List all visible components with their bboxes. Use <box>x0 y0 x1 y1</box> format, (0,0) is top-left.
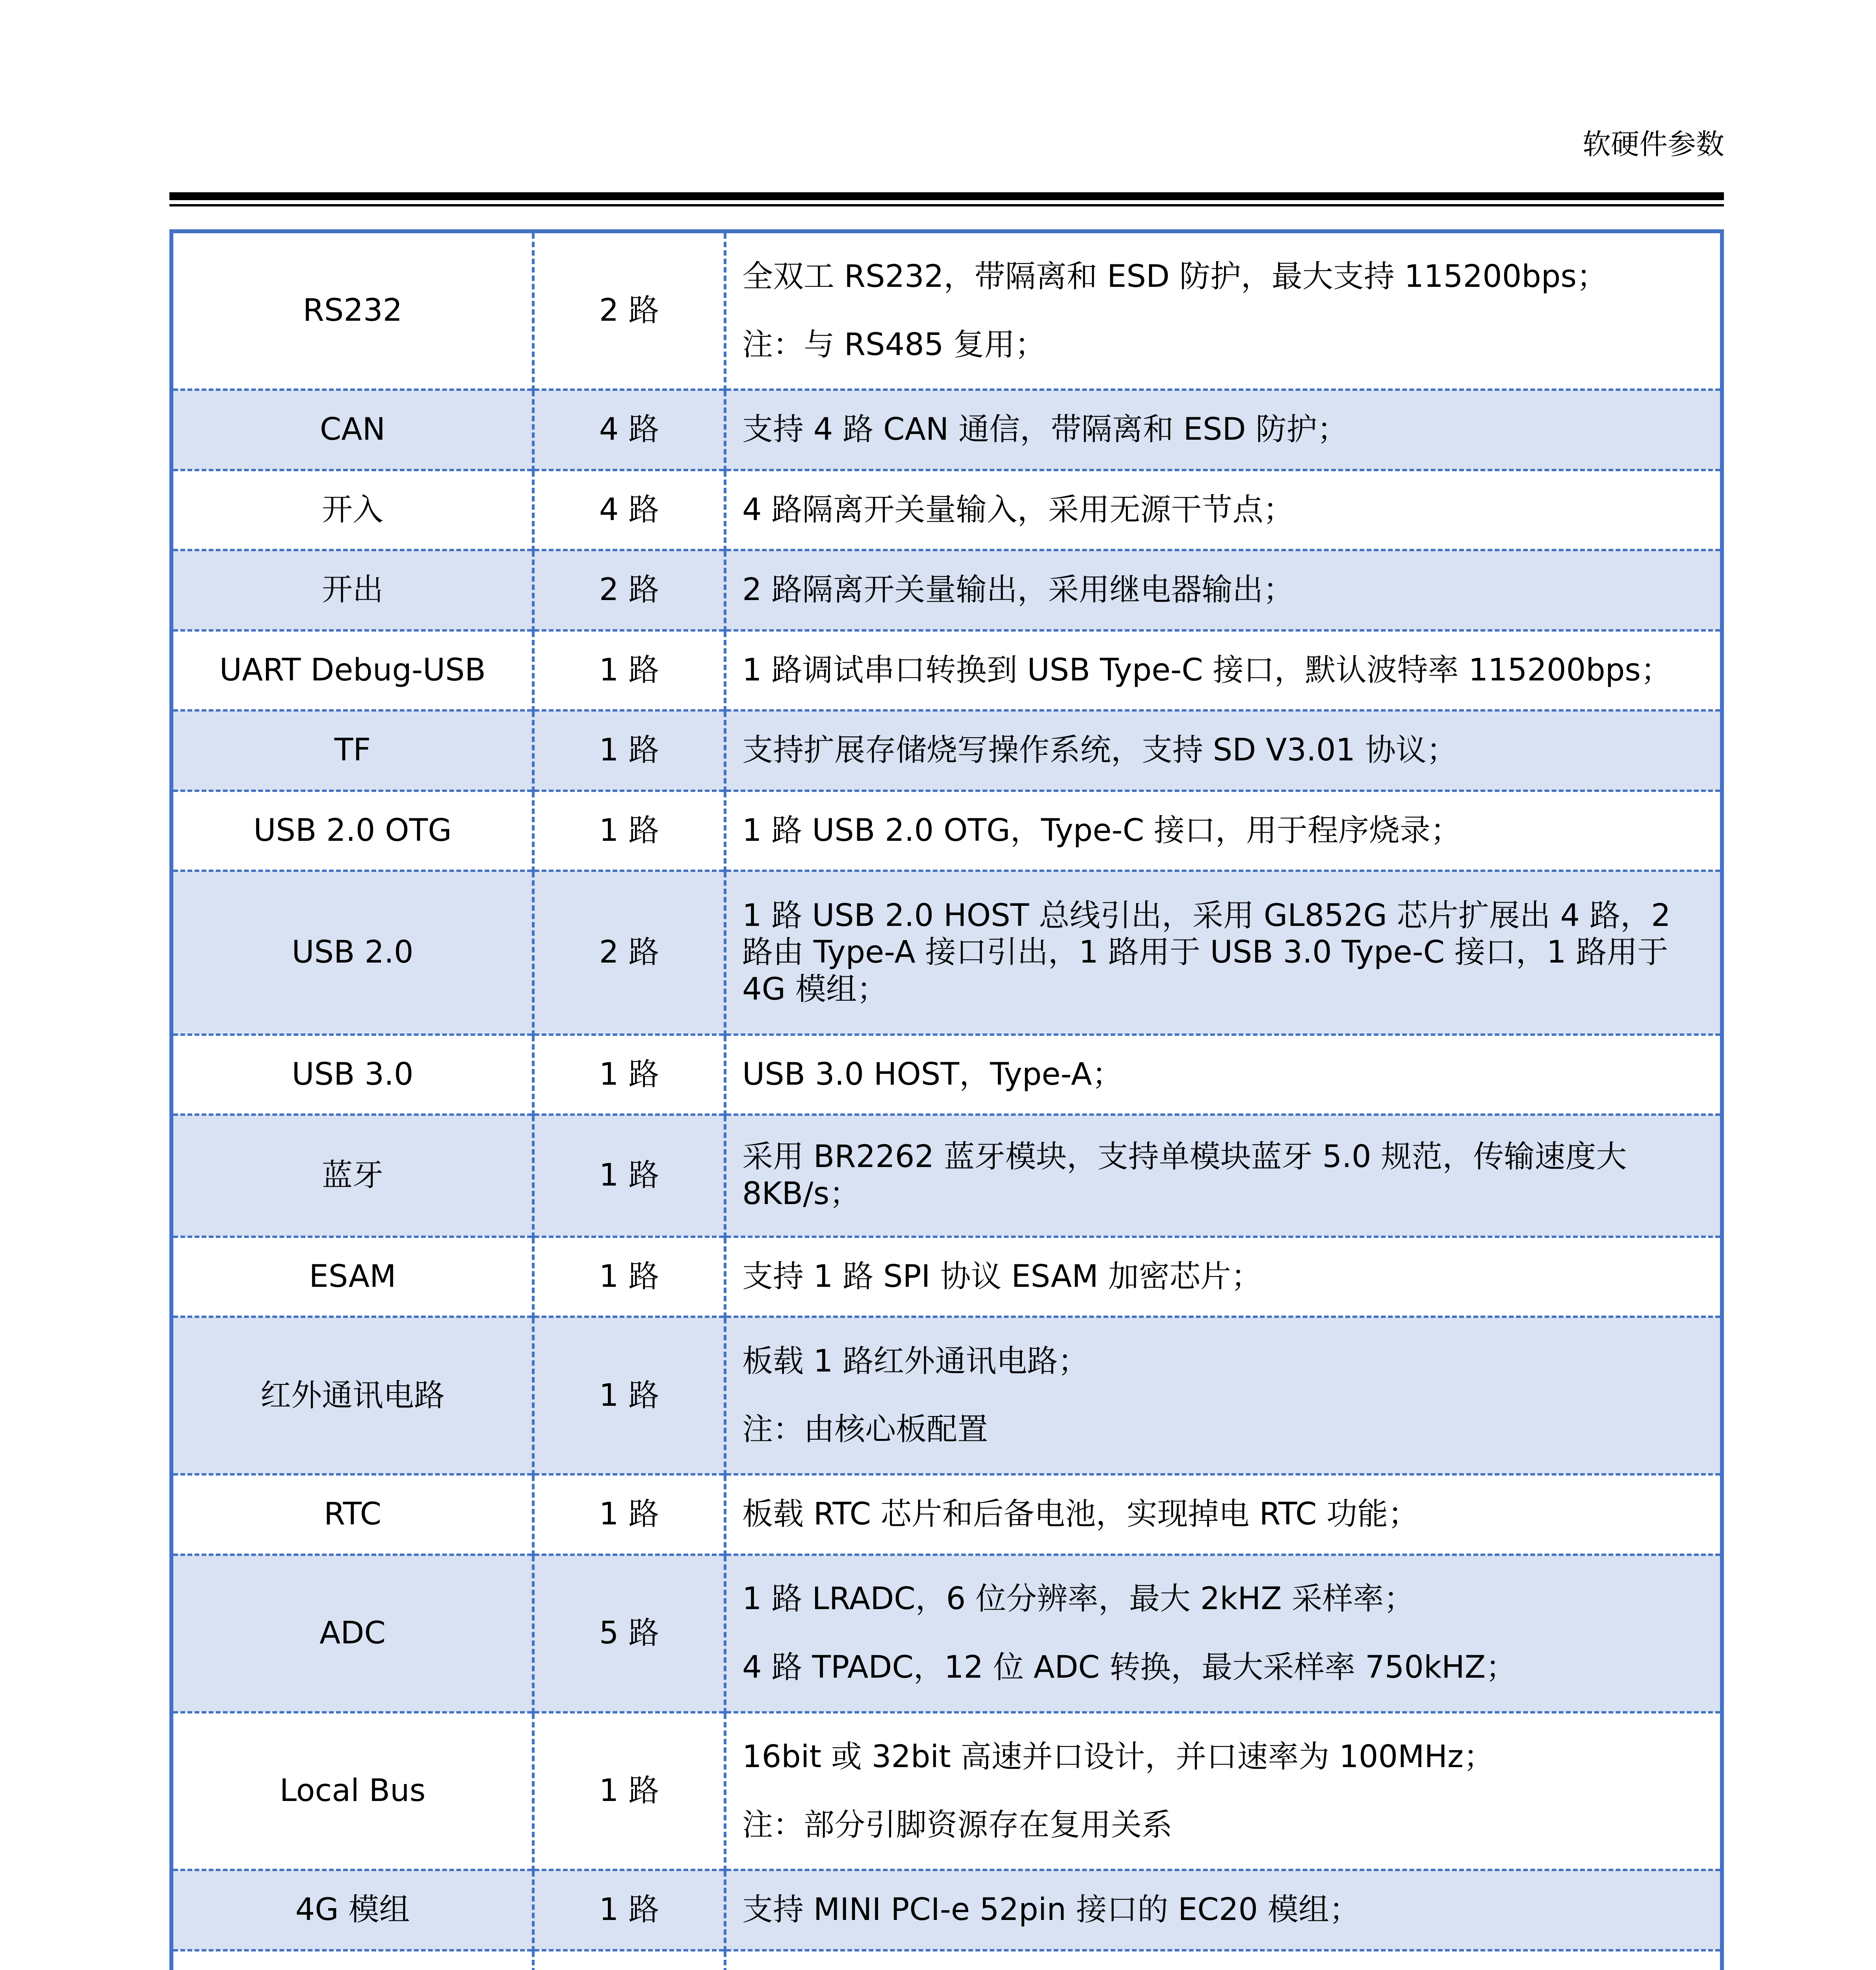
table-row <box>171 1712 1722 1870</box>
interface-count-cell: 1 路 <box>533 1712 725 1870</box>
interface-description-cell <box>725 1950 1722 1970</box>
table-row <box>171 1237 1722 1317</box>
description-line: 4 路隔离开关量输入，采用无源干节点； <box>742 492 1294 528</box>
interface-description-cell <box>725 1474 1722 1554</box>
description-line: 2 路隔离开关量输出，采用继电器输出； <box>742 572 1294 608</box>
description-line: 1 路 USB 2.0 OTG，Type-C 接口，用于程序烧录； <box>742 812 1462 848</box>
description-line: 1 路 LRADC，6 位分辨率，最大 2kHZ 采样率； <box>742 1581 1415 1617</box>
interface-name-cell: ADC <box>171 1555 533 1712</box>
description-line: 1 路 USB 2.0 HOST 总线引出，采用 GL852G 芯片扩展出 4 路，2 路由 Type-A 接口引出，1 路用于 USB 3.0 Type-C 接口，1 路用于 4G 模组； <box>742 898 1671 1007</box>
interface-description-cell <box>725 231 1722 390</box>
description-line: 支持 MINI PCI-e 52pin 接口的 EC20 模组； <box>742 1892 1360 1928</box>
interface-count-cell: 1 路 <box>533 1035 725 1115</box>
interface-count-cell: 5 路 <box>533 1555 725 1712</box>
interface-count-cell: 1 路 <box>533 1115 725 1237</box>
description-line: 4 路 TPADC，12 位 ADC 转换，最大采样率 750kHZ； <box>742 1649 1517 1685</box>
description-line: 注：与 RS485 复用； <box>742 327 1046 363</box>
interface-name-cell: RTC <box>171 1474 533 1554</box>
interface-description-cell <box>725 871 1722 1035</box>
interface-count-cell: 1 路 <box>533 1317 725 1474</box>
interface-name-cell: 开出 <box>171 550 533 630</box>
interface-count-cell: 1 路 <box>533 1237 725 1317</box>
interface-description-cell <box>725 1115 1722 1237</box>
interface-name-cell: 红外通讯电路 <box>171 1317 533 1474</box>
interface-description-cell <box>725 1317 1722 1474</box>
table-row <box>171 1317 1722 1474</box>
interface-name-cell: USB 2.0 OTG <box>171 791 533 871</box>
interface-description-cell <box>725 791 1722 871</box>
table-row <box>171 1870 1722 1950</box>
table-row <box>171 710 1722 790</box>
interface-name-cell: Local Bus <box>171 1712 533 1870</box>
table-row <box>171 1474 1722 1554</box>
description-line: USB 3.0 HOST，Type-A； <box>742 1056 1123 1092</box>
interface-description-cell <box>725 630 1722 710</box>
interface-count-cell: 1 路 <box>533 791 725 871</box>
interface-description-cell <box>725 550 1722 630</box>
interface-description-cell <box>725 1035 1722 1115</box>
interface-count-cell: 1 路 <box>533 1870 725 1950</box>
interface-name-cell: RS232 <box>171 231 533 390</box>
interface-count-cell: 2 路 <box>533 550 725 630</box>
description-line: 1 路调试串口转换到 USB Type-C 接口，默认波特率 115200bps； <box>742 652 1672 688</box>
spec-table <box>169 229 1724 1970</box>
interface-name-cell: UART Debug-USB <box>171 630 533 710</box>
interface-name-cell: TF <box>171 710 533 790</box>
table-row <box>171 1555 1722 1712</box>
interface-name-cell: USB 3.0 <box>171 1035 533 1115</box>
interface-name-cell: 开入 <box>171 470 533 550</box>
interface-description-cell <box>725 1870 1722 1950</box>
description-line: 全双工 RS232，带隔离和 ESD 防护，最大支持 115200bps； <box>742 258 1608 294</box>
interface-name-cell: ESAM <box>171 1237 533 1317</box>
spec-table-body <box>171 231 1722 1970</box>
description-line: 板载 1 路红外通讯电路； <box>742 1343 1089 1379</box>
interface-count-cell: 1 路 <box>533 710 725 790</box>
table-row <box>171 1035 1722 1115</box>
interface-name-cell: 蓝牙 <box>171 1115 533 1237</box>
interface-name-cell: CAN <box>171 390 533 470</box>
interface-description-cell <box>725 1712 1722 1870</box>
interface-count-cell: 1 路 <box>533 630 725 710</box>
description-line: 支持扩展存储烧写操作系统，支持 SD V3.01 协议； <box>742 732 1457 768</box>
interface-description-cell <box>725 390 1722 470</box>
description-line: 支持 4 路 CAN 通信，带隔离和 ESD 防护； <box>742 412 1348 448</box>
description-line <box>742 1956 1704 1970</box>
table-row <box>171 1115 1722 1237</box>
description-line: 采用 BR2262 蓝牙模块，支持单模块蓝牙 5.0 规范，传输速度大 8KB/s； <box>742 1139 1627 1212</box>
interface-description-cell <box>725 470 1722 550</box>
interface-count-cell: 4 路 <box>533 470 725 550</box>
description-line: 注：由核心板配置 <box>742 1412 988 1448</box>
interface-count-cell: 1 路 <box>533 1474 725 1554</box>
table-row <box>171 1950 1722 1970</box>
interface-name-cell: USB 2.0 <box>171 871 533 1035</box>
interface-description-cell <box>725 1555 1722 1712</box>
interface-description-cell <box>725 1237 1722 1317</box>
header-title: 软硬件参数 <box>1582 128 1724 161</box>
interface-count-cell: 4 路 <box>533 390 725 470</box>
interface-count-cell <box>533 1950 725 1970</box>
description-line: 支持 1 路 SPI 协议 ESAM 加密芯片； <box>742 1258 1262 1294</box>
interface-description-cell <box>725 710 1722 790</box>
table-row <box>171 470 1722 550</box>
description-line: 板载 RTC 芯片和后备电池，实现掉电 RTC 功能； <box>742 1496 1419 1532</box>
table-row <box>171 390 1722 470</box>
table-row <box>171 871 1722 1035</box>
table-row <box>171 630 1722 710</box>
interface-name-cell: 4G 模组 <box>171 1870 533 1950</box>
table-row <box>171 791 1722 871</box>
interface-name-cell <box>171 1950 533 1970</box>
header-rule <box>169 192 1724 206</box>
description-line: 16bit 或 32bit 高速并口设计，并口速率为 100MHz； <box>742 1739 1494 1775</box>
table-row <box>171 231 1722 390</box>
description-line: 注：部分引脚资源存在复用关系 <box>742 1807 1173 1843</box>
interface-count-cell: 2 路 <box>533 871 725 1035</box>
table-row <box>171 550 1722 630</box>
interface-count-cell: 2 路 <box>533 231 725 390</box>
